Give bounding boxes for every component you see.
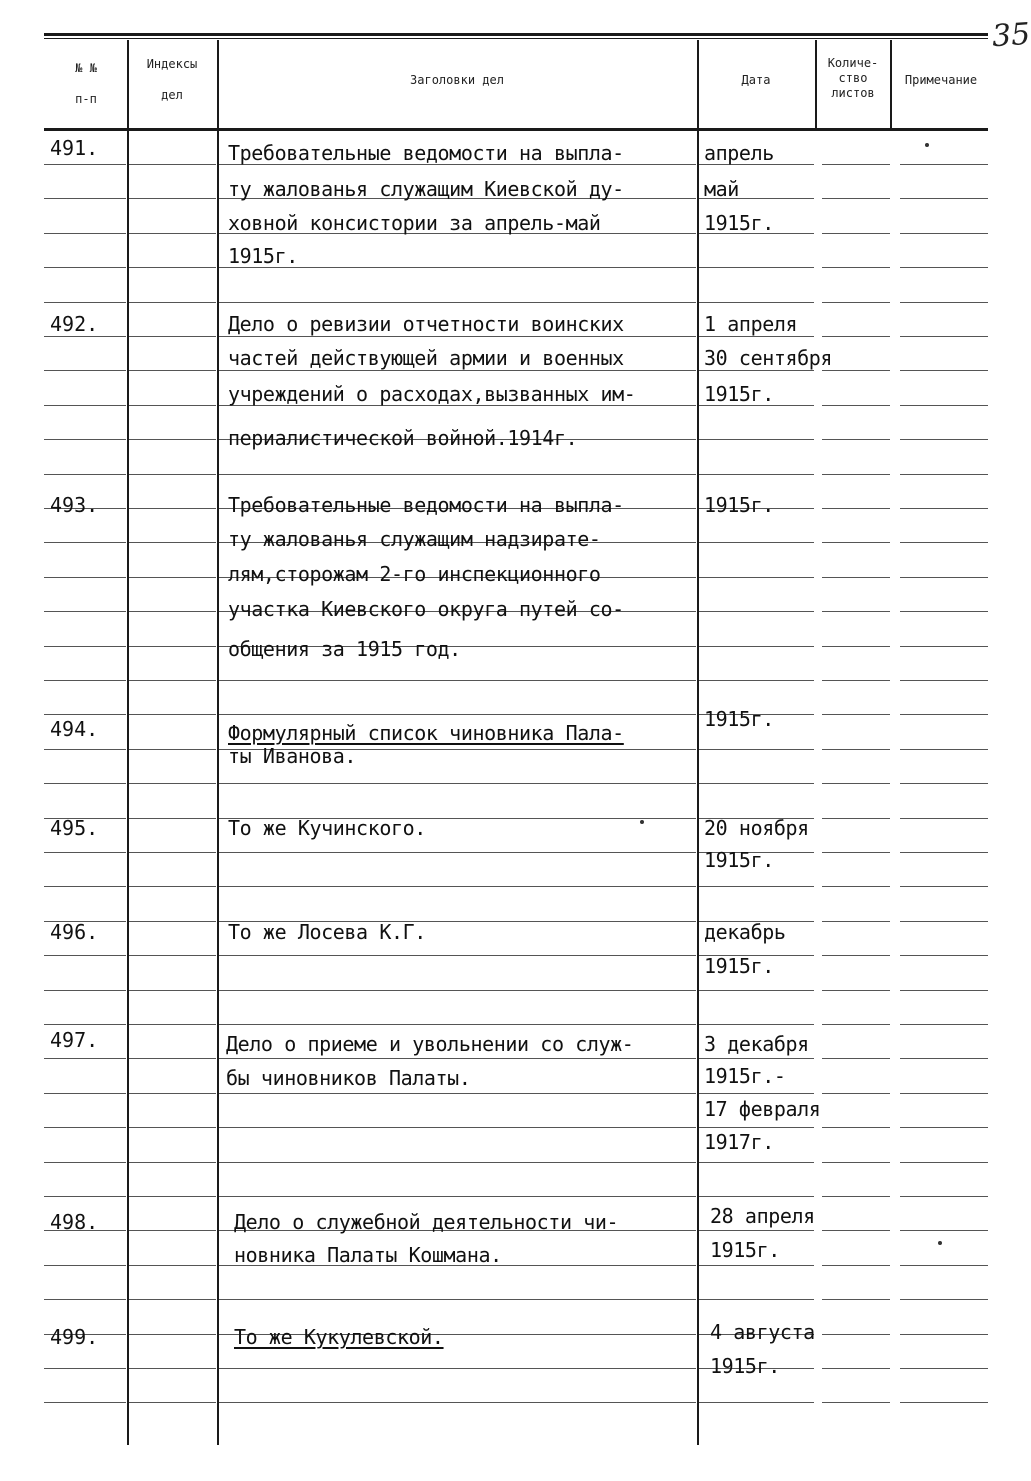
entry-title-line: участка Киевского округа путей со-: [228, 597, 624, 621]
ruled-line: [129, 1334, 216, 1335]
entry-title-line: учреждений о расходах,вызванных им-: [228, 382, 636, 406]
ruled-line: [822, 542, 890, 543]
entry-number: 497.: [50, 1028, 99, 1052]
ruled-line: [699, 474, 814, 475]
ruled-line: [699, 439, 814, 440]
ruled-line: [219, 302, 696, 303]
ruled-line: [900, 1058, 988, 1059]
ruled-line: [219, 1127, 696, 1128]
ruled-line: [900, 646, 988, 647]
entry-date-line: 17 февраля: [704, 1097, 821, 1121]
header-index-line2: дел: [161, 88, 183, 102]
ruled-line: [219, 714, 696, 715]
ruled-line: [900, 233, 988, 234]
ruled-line: [822, 886, 890, 887]
ruled-line: [822, 1024, 890, 1025]
ruled-line: [900, 474, 988, 475]
ruled-line: [900, 852, 988, 853]
ruled-line: [900, 955, 988, 956]
entry-title-line: ту жалованья служащим Киевской ду-: [228, 177, 624, 201]
ruled-line: [900, 370, 988, 371]
entry-date-line: 1915г.: [704, 382, 774, 406]
ruled-line: [219, 852, 696, 853]
entry-date-line: декабрь: [704, 920, 786, 944]
ruled-line: [44, 164, 126, 165]
ruled-line: [44, 1368, 126, 1369]
ruled-line: [699, 783, 814, 784]
entry-title-line: То же Кукулевской.: [234, 1325, 444, 1349]
ruled-line: [822, 474, 890, 475]
ruled-line: [822, 1196, 890, 1197]
ruled-line: [822, 439, 890, 440]
ruled-line: [822, 198, 890, 199]
ruled-line: [44, 990, 126, 991]
column-divider-index: [127, 40, 129, 1445]
entry-title-line: ту жалованья служащим надзирате-: [228, 527, 601, 551]
ruled-line: [822, 405, 890, 406]
ruled-line: [822, 955, 890, 956]
ruled-line: [44, 1024, 126, 1025]
ruled-line: [699, 302, 814, 303]
ruled-line: [44, 749, 126, 750]
entry-date-line: 1 апреля: [704, 312, 798, 336]
ruled-line: [699, 1024, 814, 1025]
ruled-line: [44, 439, 126, 440]
ruled-line: [219, 370, 696, 371]
ruled-line: [129, 1196, 216, 1197]
ruled-line: [699, 1402, 814, 1403]
ruled-line: [822, 818, 890, 819]
top-rule: [44, 33, 988, 36]
ruled-line: [44, 405, 126, 406]
ruled-line: [44, 233, 126, 234]
ruled-line: [129, 1024, 216, 1025]
header-count-line3: листов: [831, 86, 875, 100]
entry-title-line: То же Лосева К.Г.: [228, 920, 426, 944]
ruled-line: [129, 680, 216, 681]
ruled-line: [44, 1162, 126, 1163]
ruled-line: [129, 1127, 216, 1128]
ruled-line: [822, 1299, 890, 1300]
entry-number: 493.: [50, 493, 99, 517]
entry-title-line: ты Иванова.: [228, 744, 357, 768]
entry-date-line: 1915г.: [704, 211, 774, 235]
ruled-line: [900, 990, 988, 991]
header-titles: Заголовки дел: [410, 73, 504, 87]
ruled-line: [900, 302, 988, 303]
ruled-line: [900, 680, 988, 681]
ruled-line: [822, 646, 890, 647]
entry-date-line: 1915г.: [704, 848, 774, 872]
ruled-line: [699, 267, 814, 268]
ruled-line: [219, 1196, 696, 1197]
ruled-line: [822, 508, 890, 509]
ruled-line: [44, 1093, 126, 1094]
ruled-line: [129, 955, 216, 956]
entry-date-line: 1915г.: [710, 1238, 780, 1262]
ruled-line: [129, 611, 216, 612]
ruled-line: [129, 1299, 216, 1300]
entry-number: 494.: [50, 717, 99, 741]
ruled-line: [822, 990, 890, 991]
ruled-line: [219, 474, 696, 475]
header-rule: [44, 128, 988, 131]
ruled-line: [699, 542, 814, 543]
ruled-line: [219, 1402, 696, 1403]
ruled-line: [900, 1024, 988, 1025]
ruled-line: [822, 714, 890, 715]
ruled-line: [129, 990, 216, 991]
ruled-line: [900, 783, 988, 784]
ruled-line: [44, 336, 126, 337]
ruled-line: [822, 921, 890, 922]
ruled-line: [129, 405, 216, 406]
entry-number: 499.: [50, 1325, 99, 1349]
ruled-line: [44, 783, 126, 784]
entry-date-line: 1915г.: [704, 493, 774, 517]
ruled-line: [129, 886, 216, 887]
ruled-line: [822, 611, 890, 612]
entry-date-line: 1915г.-: [704, 1064, 786, 1088]
ruled-line: [44, 1402, 126, 1403]
ruled-line: [44, 886, 126, 887]
ruled-line: [44, 198, 126, 199]
header-count: [816, 56, 890, 101]
ruled-line: [44, 1299, 126, 1300]
ruled-line: [900, 542, 988, 543]
ruled-line: [219, 1058, 696, 1059]
entry-date-line: 3 декабря: [704, 1032, 809, 1056]
ruled-line: [822, 1058, 890, 1059]
ruled-line: [822, 852, 890, 853]
ruled-line: [822, 370, 890, 371]
ruled-line: [822, 1127, 890, 1128]
ruled-line: [822, 1093, 890, 1094]
ruled-line: [129, 336, 216, 337]
header-number-line2: п-п: [75, 92, 97, 106]
ruled-line: [900, 439, 988, 440]
ruled-line: [219, 1368, 696, 1369]
entry-date-line: апрель: [704, 141, 774, 165]
ruled-line: [129, 542, 216, 543]
ruled-line: [129, 439, 216, 440]
ruled-line: [822, 336, 890, 337]
entry-title-line: 1915г.: [228, 244, 298, 268]
ruled-line: [129, 714, 216, 715]
ruled-line: [900, 1368, 988, 1369]
ruled-line: [44, 370, 126, 371]
entry-number: 495.: [50, 816, 99, 840]
ruled-line: [699, 611, 814, 612]
ruled-line: [699, 370, 814, 371]
ruled-line: [900, 818, 988, 819]
entry-title-line: Дело о ревизии отчетности воинских: [228, 312, 624, 336]
ruled-line: [219, 336, 696, 337]
ruled-line: [129, 1265, 216, 1266]
ruled-line: [129, 198, 216, 199]
ruled-line: [129, 302, 216, 303]
ruled-line: [129, 852, 216, 853]
ruled-line: [44, 267, 126, 268]
entry-title-line: лям,сторожам 2-го инспекционного: [228, 562, 601, 586]
stray-mark: [938, 1241, 942, 1245]
ruled-line: [822, 783, 890, 784]
ruled-line: [129, 164, 216, 165]
ruled-line: [44, 1127, 126, 1128]
ruled-line: [900, 1162, 988, 1163]
ruled-line: [822, 749, 890, 750]
entry-title-line: Дело о приеме и увольнении со служ-: [226, 1032, 634, 1056]
entry-number: 491.: [50, 136, 99, 160]
entry-date-line: 28 апреля: [710, 1204, 815, 1228]
stray-mark: [640, 820, 644, 824]
ruled-line: [900, 405, 988, 406]
page-number: 35: [990, 16, 1031, 55]
entry-date-line: 1915г.: [704, 954, 774, 978]
header-count-line1: Количе-: [827, 56, 879, 70]
top-rule-thin: [44, 38, 988, 39]
ruled-line: [900, 1127, 988, 1128]
entry-date-line: 1917г.: [704, 1130, 774, 1154]
ruled-line: [822, 302, 890, 303]
ruled-line: [129, 1162, 216, 1163]
ruled-line: [822, 1402, 890, 1403]
ruled-line: [699, 1265, 814, 1266]
ruled-line: [900, 198, 988, 199]
entry-date-line: 1915г.: [704, 707, 774, 731]
ruled-line: [900, 611, 988, 612]
ruled-line: [900, 886, 988, 887]
entry-date-line: 4 августа: [710, 1320, 815, 1344]
ruled-line: [900, 164, 988, 165]
ruled-line: [822, 164, 890, 165]
ruled-line: [699, 1299, 814, 1300]
ruled-line: [900, 1230, 988, 1231]
ruled-line: [219, 1093, 696, 1094]
ruled-line: [699, 680, 814, 681]
ruled-line: [219, 955, 696, 956]
ruled-line: [129, 749, 216, 750]
entry-title-line: бы чиновников Палаты.: [226, 1066, 471, 1090]
ruled-line: [900, 508, 988, 509]
ruled-line: [900, 1299, 988, 1300]
ruled-line: [900, 577, 988, 578]
ruled-line: [699, 1058, 814, 1059]
ruled-line: [219, 680, 696, 681]
entry-title-line: новника Палаты Кошмана.: [234, 1243, 502, 1267]
ruled-line: [900, 714, 988, 715]
ruled-line: [44, 474, 126, 475]
ruled-line: [44, 577, 126, 578]
ruled-line: [129, 783, 216, 784]
ruled-line: [219, 1299, 696, 1300]
ruled-line: [900, 1093, 988, 1094]
ruled-line: [129, 818, 216, 819]
ruled-line: [44, 611, 126, 612]
entry-number: 496.: [50, 920, 99, 944]
ruled-line: [900, 921, 988, 922]
ruled-line: [900, 749, 988, 750]
header-date: Дата: [741, 73, 771, 87]
entry-title-line: периалистической войной.1914г.: [228, 426, 578, 450]
header-index: [128, 56, 216, 104]
ruled-line: [822, 680, 890, 681]
ruled-line: [129, 233, 216, 234]
ruled-line: [129, 370, 216, 371]
ruled-line: [44, 1196, 126, 1197]
ruled-line: [129, 1368, 216, 1369]
ruled-line: [822, 1265, 890, 1266]
entry-date-line: 20 ноября: [704, 816, 809, 840]
ruled-line: [44, 714, 126, 715]
entry-title-line: общения за 1915 год.: [228, 637, 461, 661]
ruled-line: [699, 336, 814, 337]
ruled-line: [822, 1230, 890, 1231]
ruled-line: [699, 1127, 814, 1128]
ruled-line: [900, 1334, 988, 1335]
ruled-line: [129, 508, 216, 509]
ruled-line: [900, 1196, 988, 1197]
ruled-line: [219, 1024, 696, 1025]
entry-title-line: Формулярный список чиновника Пала-: [228, 721, 624, 745]
ruled-line: [44, 1058, 126, 1059]
ruled-line: [900, 336, 988, 337]
column-divider-title: [217, 40, 219, 1445]
ruled-line: [822, 1334, 890, 1335]
header-index-line1: Индексы: [146, 57, 198, 71]
ruled-line: [129, 577, 216, 578]
entry-title-line: То же Кучинского.: [228, 816, 426, 840]
header-note: Примечание: [904, 73, 978, 87]
column-divider-date: [697, 40, 699, 1445]
entry-number: 492.: [50, 312, 99, 336]
entry-title-line: Дело о служебной деятельности чи-: [234, 1210, 619, 1234]
entry-date-line: май: [704, 177, 739, 201]
ruled-line: [900, 1402, 988, 1403]
ruled-line: [699, 886, 814, 887]
entry-title-line: Требовательные ведомости на выпла-: [228, 493, 624, 517]
ruled-line: [699, 749, 814, 750]
ruled-line: [219, 886, 696, 887]
header-number-line1: № №: [75, 61, 97, 75]
ruled-line: [44, 646, 126, 647]
ruled-line: [699, 1196, 814, 1197]
ruled-line: [129, 267, 216, 268]
ruled-line: [129, 921, 216, 922]
ruled-line: [900, 267, 988, 268]
header-count-line2: ство: [838, 71, 868, 85]
ruled-line: [699, 1230, 814, 1231]
entry-title-line: ховной консистории за апрель-май: [228, 211, 601, 235]
entry-title-line: частей действующей армии и военных: [228, 346, 624, 370]
ruled-line: [699, 1162, 814, 1163]
ruled-line: [129, 1093, 216, 1094]
entry-number: 498.: [50, 1210, 99, 1234]
ruled-line: [219, 990, 696, 991]
ruled-line: [129, 1058, 216, 1059]
ruled-line: [822, 1162, 890, 1163]
ruled-line: [900, 1265, 988, 1266]
entry-title-line: Требовательные ведомости на выпла-: [228, 141, 624, 165]
ruled-line: [129, 646, 216, 647]
header-number: [46, 60, 126, 108]
ruled-line: [129, 1402, 216, 1403]
ruled-line: [822, 577, 890, 578]
entry-date-line: 1915г.: [710, 1354, 780, 1378]
ruled-line: [44, 1265, 126, 1266]
ruled-line: [822, 1368, 890, 1369]
stray-mark: [925, 143, 929, 147]
ruled-line: [699, 646, 814, 647]
ruled-line: [699, 577, 814, 578]
ruled-line: [44, 680, 126, 681]
ruled-line: [219, 783, 696, 784]
ruled-line: [822, 233, 890, 234]
ruled-line: [822, 267, 890, 268]
ruled-line: [699, 1093, 814, 1094]
ruled-line: [44, 852, 126, 853]
ruled-line: [44, 542, 126, 543]
entry-date-line: 30 сентября: [704, 346, 833, 370]
ruled-line: [219, 1162, 696, 1163]
ruled-line: [699, 990, 814, 991]
ruled-line: [129, 474, 216, 475]
ruled-line: [129, 1230, 216, 1231]
ruled-line: [44, 302, 126, 303]
ruled-line: [44, 955, 126, 956]
